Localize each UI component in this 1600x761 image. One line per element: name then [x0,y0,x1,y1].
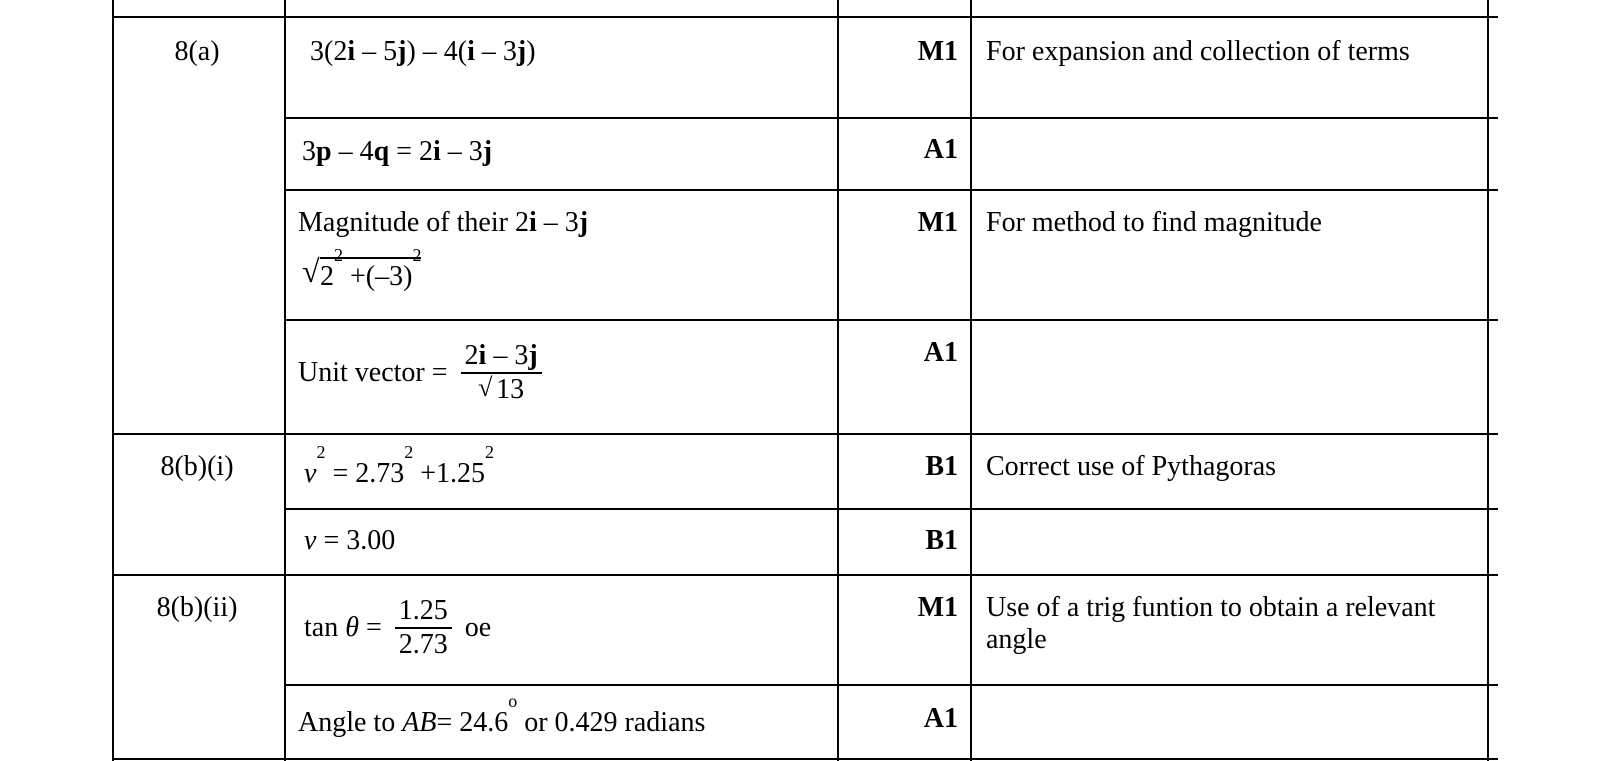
radical-sign-icon: √ [478,373,493,402]
mark-code: M1 [917,592,958,623]
answer-result-vector: 3p – 4q = 2i – 3j [302,136,493,167]
mark-code: M1 [917,207,958,238]
mark-code: A1 [923,703,958,734]
rule [837,0,839,761]
rule [285,189,1498,191]
tan-fraction: $\frac{1.25}{2.73}$ [395,595,452,661]
square-root: √ $2^2 +(-3)^2$ [302,245,422,292]
mark-code: B1 [925,451,958,482]
answer-speed: v = 3.00 [304,525,396,556]
question-number: 8(b)(i) [160,451,234,482]
question-number: 8(b)(ii) [156,592,238,623]
answer-magnitude-label: Magnitude of their 2i – 3j [298,207,589,238]
guidance-comment: For expansion and collection of terms [986,36,1410,67]
answer-magnitude-root [302,245,422,293]
answer-unit-vector: Unit vector = 2i – 3j √ 13 [298,340,548,406]
rule [114,574,1498,576]
answer-trig: tan θ = $\frac{1.25}{2.73}$ oe [304,595,492,660]
answer-angle: Angle to $AB= 24.6^o$ or 0.429 radians [298,691,706,738]
guidance-comment: For method to find magnitude [986,207,1322,238]
rule [285,684,1498,686]
answer-pythagoras: $v^2 = 2.73^2 +1.25^2$ [304,442,495,489]
mark-code: A1 [923,337,958,368]
rule [284,0,286,761]
rule [1487,0,1489,761]
radical-sign-icon: √ [302,253,320,289]
rule [285,319,1498,321]
mark-code: B1 [925,525,958,556]
rule [114,433,1498,435]
mark-code: A1 [923,134,958,165]
rule [112,0,114,761]
mark-code: M1 [917,36,958,67]
unit-vector-fraction: 2i – 3j √ 13 [461,340,542,406]
answer-expansion: 3(2i – 5j) – 4(i – 3j) [310,36,536,67]
question-number: 8(a) [174,36,220,67]
rule [114,16,1498,18]
rule [114,758,1498,760]
rule [970,0,972,761]
rule [285,117,1498,119]
guidance-comment: Correct use of Pythagoras [986,451,1277,482]
guidance-comment: Use of a trig funtion to obtain a relevant angle [986,592,1436,655]
rule [285,508,1498,510]
